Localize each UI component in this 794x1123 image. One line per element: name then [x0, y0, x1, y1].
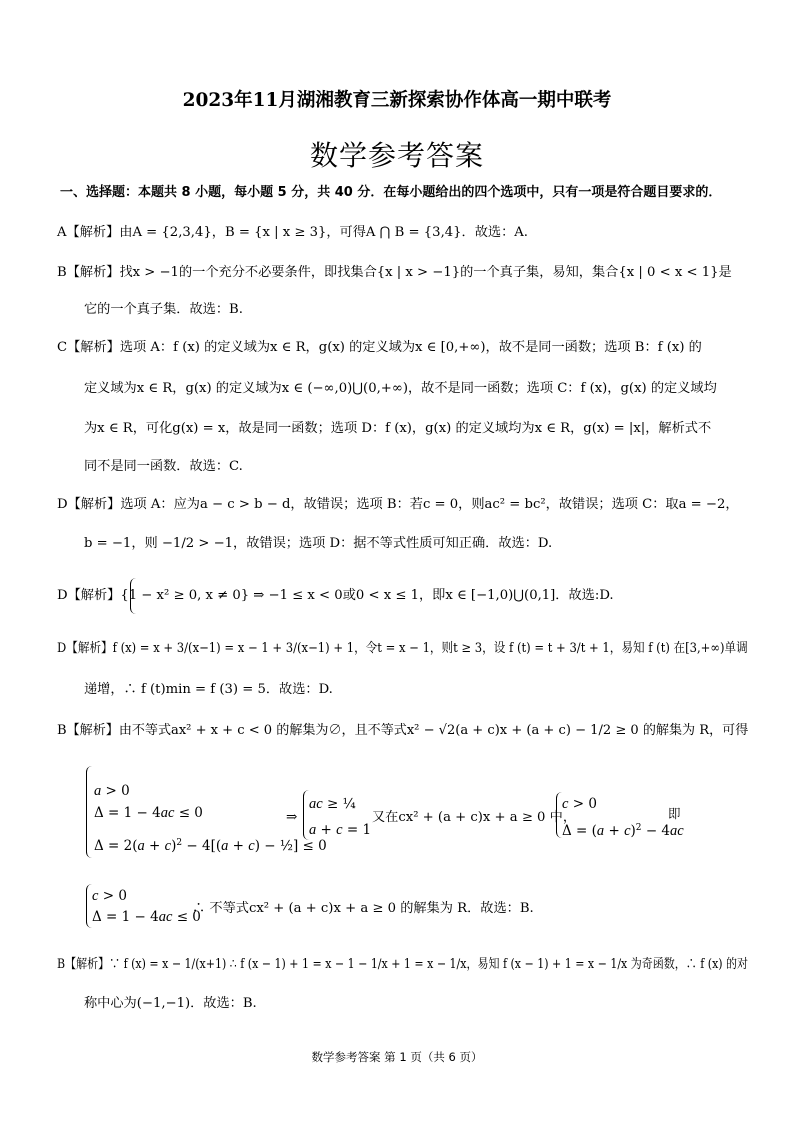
- system-condition: $\Delta = 2(a + c)^2 - 4[(a + c)$ − ½] ≤ 0: [94, 838, 327, 854]
- system-brace: [86, 766, 94, 858]
- answer-3-line4: 同不是同一函数．故选：C.: [84, 459, 243, 474]
- system-condition: $\Delta = (a + c)^2 - 4ac$: [562, 823, 684, 839]
- system-condition: a + c = 1: [309, 822, 372, 838]
- answer-6-line2: 递增，∴ f (t)min = f (3) = 5．故选：D.: [84, 682, 333, 697]
- answer-7-line1: B【解析】由不等式ax² + x + c < 0 的解集为∅，且不等式x² − √2(a + c)x + (a + c) − 1/2 ≥ 0 的解集为 R，可得: [57, 723, 749, 738]
- answer-8-line1: B【解析】∵ f (x) = x − 1/(x+1) ∴ f (x − 1) + 1 = x − 1 − 1/x + 1 = x − 1/x，易知 f (x − 1) + 1 = x − 1/x 为奇函数，∴ f (x) 的对: [57, 957, 749, 972]
- page-footer: 数学参考答案 第 1 页（共 6 页）: [311, 1050, 483, 1064]
- system-condition: c > 0: [92, 888, 127, 904]
- answer-4-line2: b = −1，则 −1/2 > −1，故错误；选项 D：据不等式性质可知正确．故选：D.: [84, 536, 553, 551]
- system-condition: ac ≥ ¼: [309, 796, 356, 812]
- answer-3-line3: 为x ∈ R，可化g(x) = x，故是同一函数；选项 D：f (x)，g(x) 的定义域均为x ∈ R，g(x) = |x|，解析式不: [84, 421, 712, 436]
- answer-6-line1: D【解析】f (x) = x + 3/(x−1) = x − 1 + 3/(x−1) + 1，令t = x − 1，则t ≥ 3，设 f (t) = t + 3/t + 1，易知 f (t) 在[3,+∞)单调: [57, 641, 748, 656]
- system-condition: c > 0: [562, 796, 597, 812]
- implies-arrow: ⇒: [286, 809, 298, 825]
- page-title: 2023年11月湖湘教育三新探索协作体高一期中联考: [182, 90, 612, 111]
- answer-5: D【解析】{1 − x² ≥ 0, x ≠ 0} ⇒ −1 ≤ x < 0或0 < x ≤ 1，即x ∈ [−1,0)⋃(0,1]．故选:D.: [57, 588, 614, 603]
- answer-1: A【解析】由A = {2,3,4}，B = {x | x ≥ 3}，可得A ⋂ B = {3,4}．故选：A.: [57, 225, 529, 240]
- answer-7-line2: 又在cx² + (a + c)x + a ≥ 0 中，: [372, 810, 577, 825]
- system-condition: Δ = 1 − 4ac ≤ 0: [92, 909, 201, 925]
- answer-2-line1: B【解析】找x > −1的一个充分不必要条件，即找集合{x | x > −1}的一个真子集，易知，集合{x | 0 < x < 1}是: [57, 265, 732, 280]
- system-condition: a > 0: [94, 783, 130, 799]
- answer-7-line3: ∴ 不等式cx² + (a + c)x + a ≥ 0 的解集为 R．故选：B.: [192, 901, 534, 916]
- connector-text: 即: [668, 806, 681, 821]
- answer-4-line1: D【解析】选项 A：应为a − c > b − d，故错误；选项 B：若c = 0，则ac² = bc²，故错误；选项 C：取a = −2，: [57, 497, 739, 512]
- page-subtitle: 数学参考答案: [309, 139, 484, 172]
- answer-3-line2: 定义域为x ∈ R，g(x) 的定义域为x ∈ (−∞,0)⋃(0,+∞)，故不是同一函数；选项 C：f (x)，g(x) 的定义域均: [84, 381, 717, 396]
- section-heading: 一、选择题：本题共 8 小题，每小题 5 分，共 40 分．在每小题给出的四个选项中，只有一项是符合题目要求的．: [60, 185, 722, 200]
- answer-3-line1: C【解析】选项 A：f (x) 的定义域为x ∈ R，g(x) 的定义域为x ∈ [0,+∞)，故不是同一函数；选项 B：f (x) 的: [57, 340, 702, 355]
- answer-8-line2: 称中心为(−1,−1)．故选：B.: [84, 996, 257, 1011]
- answer-2-line2: 它的一个真子集．故选：B.: [84, 302, 243, 317]
- system-condition: Δ = 1 − 4ac ≤ 0: [94, 805, 203, 821]
